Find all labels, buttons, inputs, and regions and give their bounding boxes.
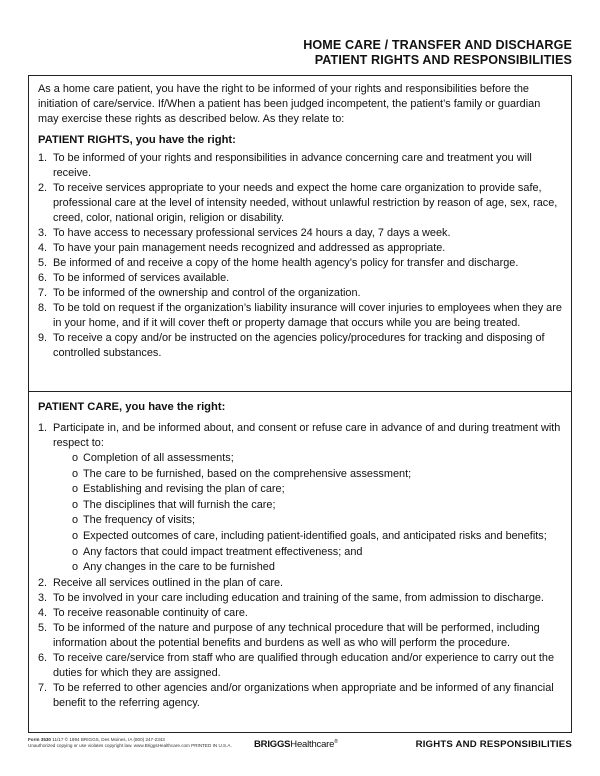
care-item-number: 5. [38, 621, 48, 634]
care-subitem [38, 529, 562, 545]
care-item [38, 621, 562, 651]
rights-item-text: To receive services appropriate to your needs and expect the home care organization to provide safe, professional care at the level of intensity needed, without unlawful restriction by reason of age, sex, race, creed, color, national origin, religion or disability. [53, 182, 558, 224]
care-item [38, 681, 562, 711]
logo-bold: BRIGGS [254, 739, 291, 751]
rights-item-number: 6. [38, 272, 48, 284]
care-item-number: 3. [38, 591, 48, 604]
rights-item-text: To be told on request if the organization’s liability insurance will cover injuries to employees when they are in your home, and if it will cover theft or property damage that occurs while you are being treated. [53, 302, 562, 329]
form-title [303, 38, 572, 68]
rights-item-text: To be informed of the ownership and control of the organization. [53, 287, 361, 299]
bullet-icon: o [72, 514, 79, 527]
care-item-number: 2. [38, 576, 48, 589]
care-subitem [38, 451, 562, 467]
patient-care-section [29, 391, 571, 734]
care-item-number: 4. [38, 606, 48, 619]
briggs-healthcare-logo [254, 739, 338, 750]
care-subitem-text: Establishing and revising the plan of care; [83, 483, 285, 496]
care-subitem [38, 545, 562, 561]
title-line-2: PATIENT RIGHTS AND RESPONSIBILITIES [314, 53, 572, 67]
care-sublist [38, 451, 562, 576]
logo-mark: ® [334, 739, 338, 745]
care-item [38, 421, 562, 451]
rights-item [38, 301, 562, 331]
rights-item-text: To have your pain management needs recognized and addressed as appropriate. [53, 242, 446, 254]
rights-item-number: 5. [38, 257, 48, 269]
patient-rights-list [38, 151, 562, 361]
care-item [38, 651, 562, 681]
logo-rest: Healthcare [290, 739, 335, 751]
footer-line-1: 11/17 © 1994 BRIGGS, Des Moines, IA (800) 247-2343 [52, 737, 165, 742]
form-footer [28, 737, 572, 753]
patient-care-list [38, 576, 562, 711]
rights-item-number: 7. [38, 287, 48, 299]
rights-item [38, 256, 562, 271]
rights-item-text: To have access to necessary professional services 24 hours a day, 7 days a week. [53, 227, 451, 239]
care-item [38, 591, 562, 606]
care-subitem-text: Any changes in the care to be furnished [83, 561, 275, 574]
care-item-text: To be involved in your care including education and training of the same, from admission to discharge. [53, 591, 544, 604]
care-subitem-text: The frequency of visits; [83, 514, 195, 527]
care-item-text: To receive care/service from staff who are qualified through education and/or experience to carry out the duties for which they are assigned. [53, 651, 555, 679]
care-item-text: Receive all services outlined in the plan of care. [53, 576, 284, 589]
bullet-icon: o [72, 529, 79, 542]
rights-item-number: 4. [38, 242, 48, 254]
rights-item [38, 331, 562, 361]
care-item-number: 6. [38, 651, 48, 664]
care-item-text: To be informed of the nature and purpose of any technical procedure that will be performed, including information about the potential benefits and burdens as well as who will perform the procedure. [53, 621, 540, 649]
rights-item-text: Be informed of and receive a copy of the home health agency’s policy for transfer and discharge. [53, 257, 519, 269]
rights-item-number: 3. [38, 227, 48, 239]
bullet-icon: o [72, 545, 79, 558]
bullet-icon: o [72, 452, 79, 464]
rights-item-number: 1. [38, 152, 48, 164]
title-line-1: HOME CARE / TRANSFER AND DISCHARGE [303, 38, 572, 52]
care-subitem-text: The care to be furnished, based on the comprehensive assessment; [83, 467, 412, 480]
care-subitem-text: Completion of all assessments; [83, 452, 234, 464]
form-number: Form 3530 [28, 737, 51, 742]
care-subitem [38, 498, 562, 514]
rights-item-number: 8. [38, 302, 48, 314]
footer-fineprint [28, 737, 232, 748]
care-subitem-text: Any factors that could impact treatment effectiveness; and [83, 545, 363, 558]
rights-item-number: 2. [38, 182, 48, 194]
care-subitem-text: Expected outcomes of care, including patient-identified goals, and anticipated risks and benefits; [83, 529, 547, 542]
care-item-number: 1. [38, 422, 48, 434]
rights-item-text: To be informed of services available. [53, 272, 230, 284]
care-item-number: 7. [38, 681, 48, 694]
rights-item [38, 286, 562, 301]
care-subitem [38, 482, 562, 498]
form-frame [28, 75, 572, 733]
care-item-text: Participate in, and be informed about, and consent or refuse care in advance of and during treatment with respect to: [53, 422, 561, 449]
care-item [38, 576, 562, 591]
bullet-icon: o [72, 483, 79, 496]
care-subitem [38, 467, 562, 483]
care-item [38, 606, 562, 621]
bullet-icon: o [72, 467, 79, 480]
rights-item [38, 271, 562, 286]
intro-paragraph: As a home care patient, you have the right to be informed of your rights and responsibilities before the initiation of care/service. If/When a patient has been judged incompetent, the patient’s family or guardian may exercise these rights as described below. As they relate to: [38, 83, 541, 125]
patient-care-heading: PATIENT CARE, you have the right: [38, 401, 226, 413]
footer-line-2: Unauthorized copying or use violates copyright law. www.BriggsHealthcare.com PRINTED IN U.S.A. [28, 742, 232, 748]
bullet-icon: o [72, 561, 79, 574]
rights-item-number: 9. [38, 332, 48, 344]
care-subitem-text: The disciplines that will furnish the care; [83, 498, 276, 511]
care-item-text: To receive reasonable continuity of care. [53, 606, 248, 619]
care-item-text: To be referred to other agencies and/or organizations when appropriate and be informed of any financial benefit to the referring agency. [53, 681, 554, 709]
care-subitem [38, 513, 562, 529]
patient-rights-heading: PATIENT RIGHTS, you have the right: [38, 134, 236, 146]
care-subitem [38, 560, 562, 576]
bullet-icon: o [72, 498, 79, 511]
rights-item [38, 181, 562, 226]
rights-item [38, 241, 562, 256]
footer-section-title: RIGHTS AND RESPONSIBILITIES [415, 739, 572, 750]
patient-rights-section [29, 76, 571, 391]
rights-item [38, 151, 562, 181]
rights-item-text: To be informed of your rights and responsibilities in advance concerning care and treatment you will receive. [53, 152, 532, 179]
rights-item [38, 226, 562, 241]
rights-item-text: To receive a copy and/or be instructed on the agencies policy/procedures for tracking and disposing of controlled substances. [53, 332, 545, 359]
